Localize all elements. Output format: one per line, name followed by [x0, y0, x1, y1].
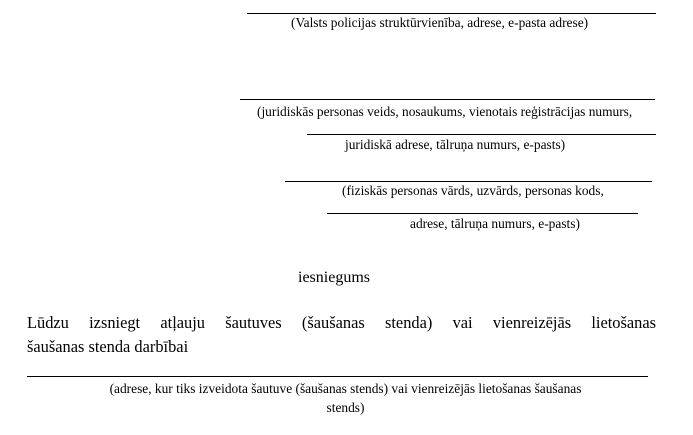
document-title: iesniegums: [298, 269, 370, 286]
legal-person-fill-line-1[interactable]: [240, 99, 655, 100]
address-caption: [27, 379, 664, 417]
address-caption-line-1: (adrese, kur tiks izveidota šautuve (šaušanas stends) vai vienreizējās lietošanas šaušanas: [109, 381, 582, 396]
natural-person-fill-line-2[interactable]: [327, 213, 638, 214]
natural-person-caption-1: (fiziskās personas vārds, uzvārds, personas kods,: [342, 183, 604, 198]
request-line-1: Lūdzu izsniegt atļauju šautuves (šaušanas stenda) vai vienreizējās lietošanas: [27, 313, 656, 332]
natural-person-fill-line-1[interactable]: [285, 181, 652, 182]
address-caption-line-2: stends): [326, 400, 365, 415]
recipient-caption: (Valsts policijas struktūrvienība, adrese, e-pasta adrese): [291, 15, 589, 30]
recipient-fill-line[interactable]: [247, 13, 656, 14]
legal-person-caption-1: (juridiskās personas veids, nosaukums, vienotais reģistrācijas numurs,: [257, 104, 633, 119]
legal-person-fill-line-2[interactable]: [307, 134, 656, 135]
address-fill-line[interactable]: [27, 376, 648, 377]
natural-person-caption-2: adrese, tālruņa numurs, e-pasts): [410, 216, 580, 231]
legal-person-caption-2: juridiskā adrese, tālruņa numurs, e-pasts): [345, 137, 566, 152]
request-line-2: šaušanas stenda darbībai: [27, 337, 189, 356]
request-paragraph: [27, 311, 656, 359]
